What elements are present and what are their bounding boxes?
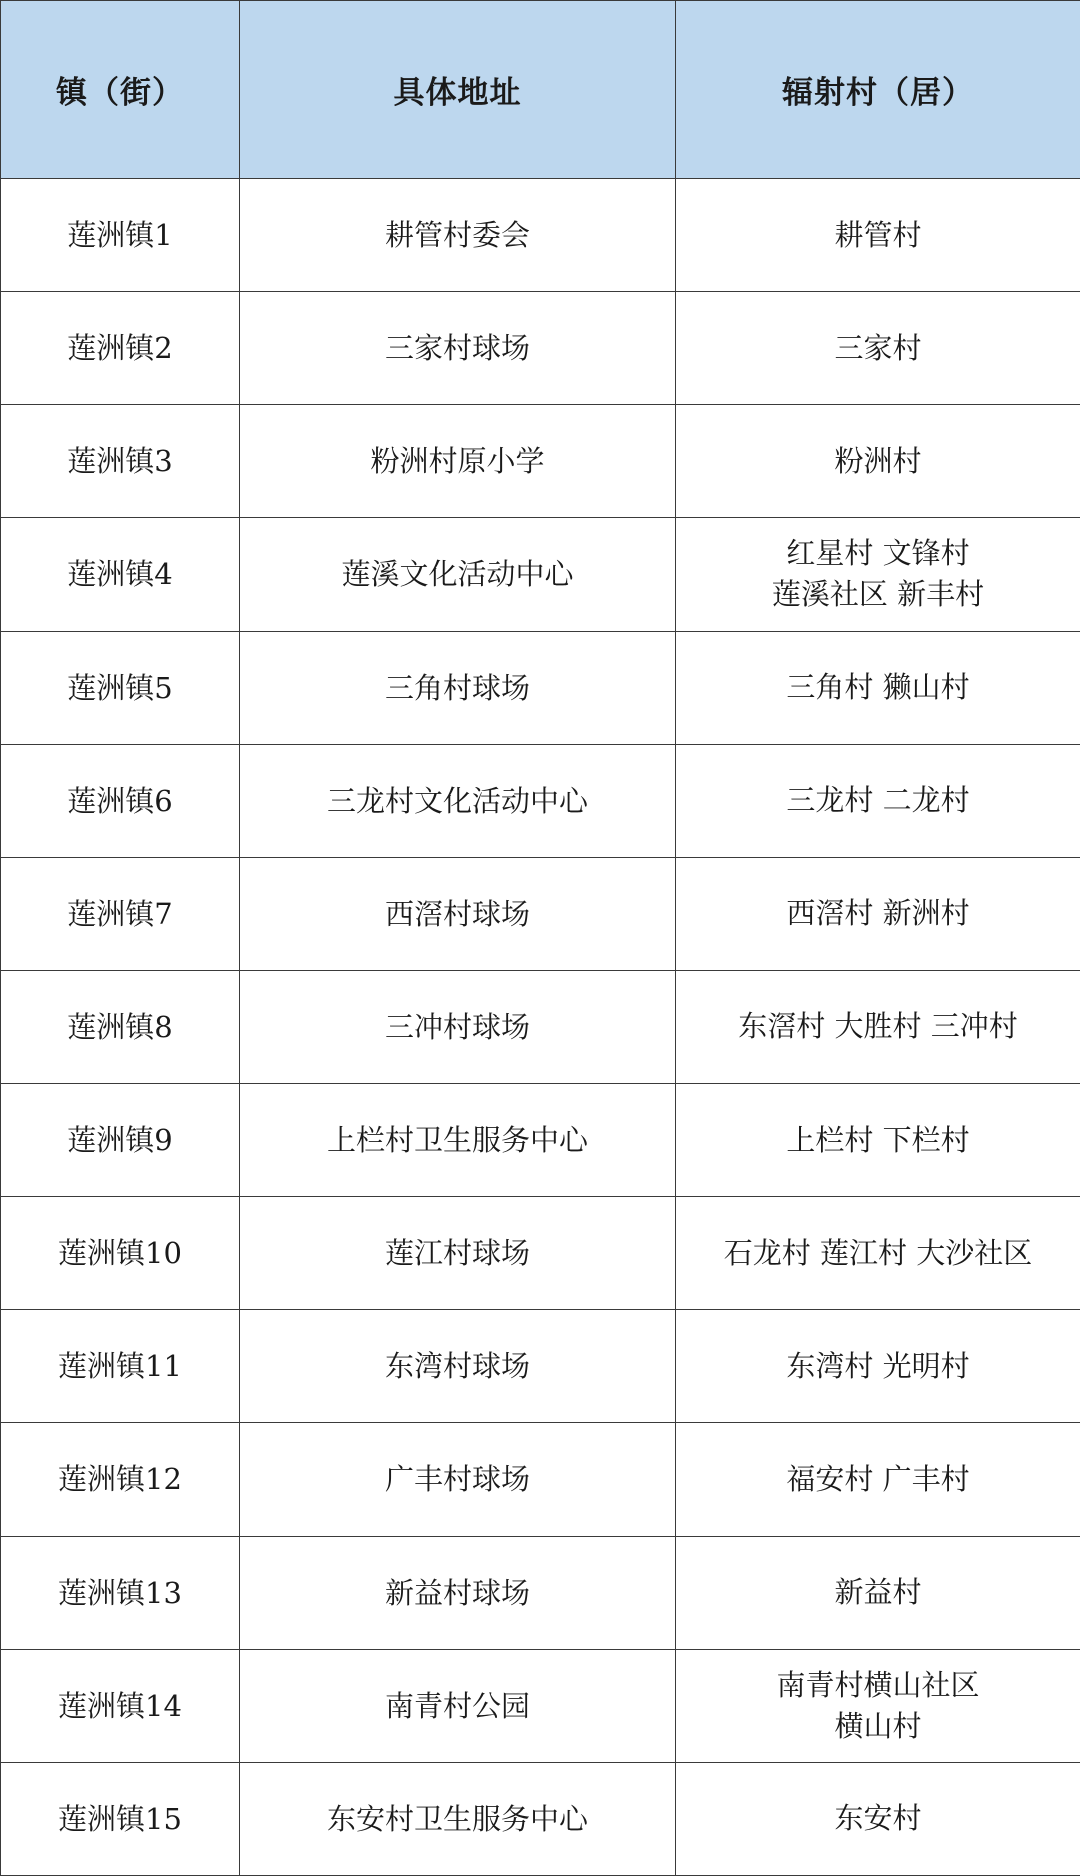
table-row: [1, 1084, 1080, 1197]
cell-town: 莲洲镇15: [1, 1762, 240, 1875]
villages-text: 三角村 獭山村: [786, 670, 970, 705]
villages-text: 东湾村 光明村: [786, 1348, 970, 1383]
cell-villages: [676, 744, 1080, 857]
villages-text: 三龙村 二龙村: [786, 783, 970, 818]
header-villages: 辐射村（居）: [676, 1, 1080, 179]
cell-address: 耕管村委会: [240, 179, 676, 292]
cell-villages: [676, 631, 1080, 744]
cell-villages: [676, 970, 1080, 1083]
table-row: [1, 1536, 1080, 1649]
table-row: [1, 970, 1080, 1083]
cell-town: 莲洲镇14: [1, 1649, 240, 1762]
villages-text: 粉洲村: [834, 443, 922, 478]
cell-villages: [676, 518, 1080, 631]
cell-address: 南青村公园: [240, 1649, 676, 1762]
table-row: [1, 631, 1080, 744]
cell-town: 莲洲镇3: [1, 405, 240, 518]
table-row: [1, 292, 1080, 405]
cell-town: 莲洲镇7: [1, 857, 240, 970]
table-header: [1, 1, 1080, 179]
villages-text: 红星村 文锋村 莲溪社区 新丰村: [771, 536, 985, 612]
villages-text: 石龙村 莲江村 大沙社区: [723, 1235, 1033, 1270]
cell-address: 东安村卫生服务中心: [240, 1762, 676, 1875]
table-row: [1, 1423, 1080, 1536]
table-row: [1, 1310, 1080, 1423]
table-row: [1, 1197, 1080, 1310]
cell-address: 三角村球场: [240, 631, 676, 744]
cell-address: 三冲村球场: [240, 970, 676, 1083]
cell-town: 莲洲镇5: [1, 631, 240, 744]
cell-town: 莲洲镇12: [1, 1423, 240, 1536]
cell-town: 莲洲镇1: [1, 179, 240, 292]
cell-villages: [676, 405, 1080, 518]
cell-villages: [676, 857, 1080, 970]
header-town: 镇（街）: [1, 1, 240, 179]
villages-text: 耕管村: [834, 217, 922, 252]
villages-text: 上栏村 下栏村: [786, 1122, 970, 1157]
cell-villages: [676, 292, 1080, 405]
villages-text: 新益村: [834, 1575, 922, 1610]
villages-text: 西滘村 新洲村: [786, 896, 970, 931]
cell-address: 粉洲村原小学: [240, 405, 676, 518]
villages-text: 东安村: [834, 1801, 922, 1836]
table-row: [1, 1762, 1080, 1875]
cell-address: 三家村球场: [240, 292, 676, 405]
cell-villages: [676, 1423, 1080, 1536]
cell-address: 新益村球场: [240, 1536, 676, 1649]
cell-address: 三龙村文化活动中心: [240, 744, 676, 857]
cell-town: 莲洲镇6: [1, 744, 240, 857]
cell-villages: [676, 1649, 1080, 1762]
cell-town: 莲洲镇13: [1, 1536, 240, 1649]
header-address: 具体地址: [240, 1, 676, 179]
cell-town: 莲洲镇4: [1, 518, 240, 631]
villages-text: 福安村 广丰村: [786, 1461, 970, 1496]
cell-villages: [676, 1197, 1080, 1310]
cell-address: 莲溪文化活动中心: [240, 518, 676, 631]
cell-address: 西滘村球场: [240, 857, 676, 970]
cell-town: 莲洲镇9: [1, 1084, 240, 1197]
header-row: [1, 1, 1080, 179]
cell-villages: [676, 1084, 1080, 1197]
cell-villages: [676, 1762, 1080, 1875]
cell-town: 莲洲镇11: [1, 1310, 240, 1423]
cell-villages: [676, 1310, 1080, 1423]
table-body: [1, 179, 1080, 1876]
table-row: [1, 405, 1080, 518]
villages-text: 东滘村 大胜村 三冲村: [738, 1009, 1018, 1044]
cell-villages: [676, 1536, 1080, 1649]
table-row: [1, 518, 1080, 631]
villages-text: 南青村横山社区 横山村: [776, 1667, 980, 1743]
cell-town: 莲洲镇2: [1, 292, 240, 405]
table-row: [1, 744, 1080, 857]
cell-address: 东湾村球场: [240, 1310, 676, 1423]
table-row: [1, 1649, 1080, 1762]
cell-villages: [676, 179, 1080, 292]
cell-town: 莲洲镇10: [1, 1197, 240, 1310]
cell-town: 莲洲镇8: [1, 970, 240, 1083]
table-row: [1, 179, 1080, 292]
cell-address: 广丰村球场: [240, 1423, 676, 1536]
cell-address: 上栏村卫生服务中心: [240, 1084, 676, 1197]
table-row: [1, 857, 1080, 970]
villages-text: 三家村: [834, 330, 922, 365]
cell-address: 莲江村球场: [240, 1197, 676, 1310]
